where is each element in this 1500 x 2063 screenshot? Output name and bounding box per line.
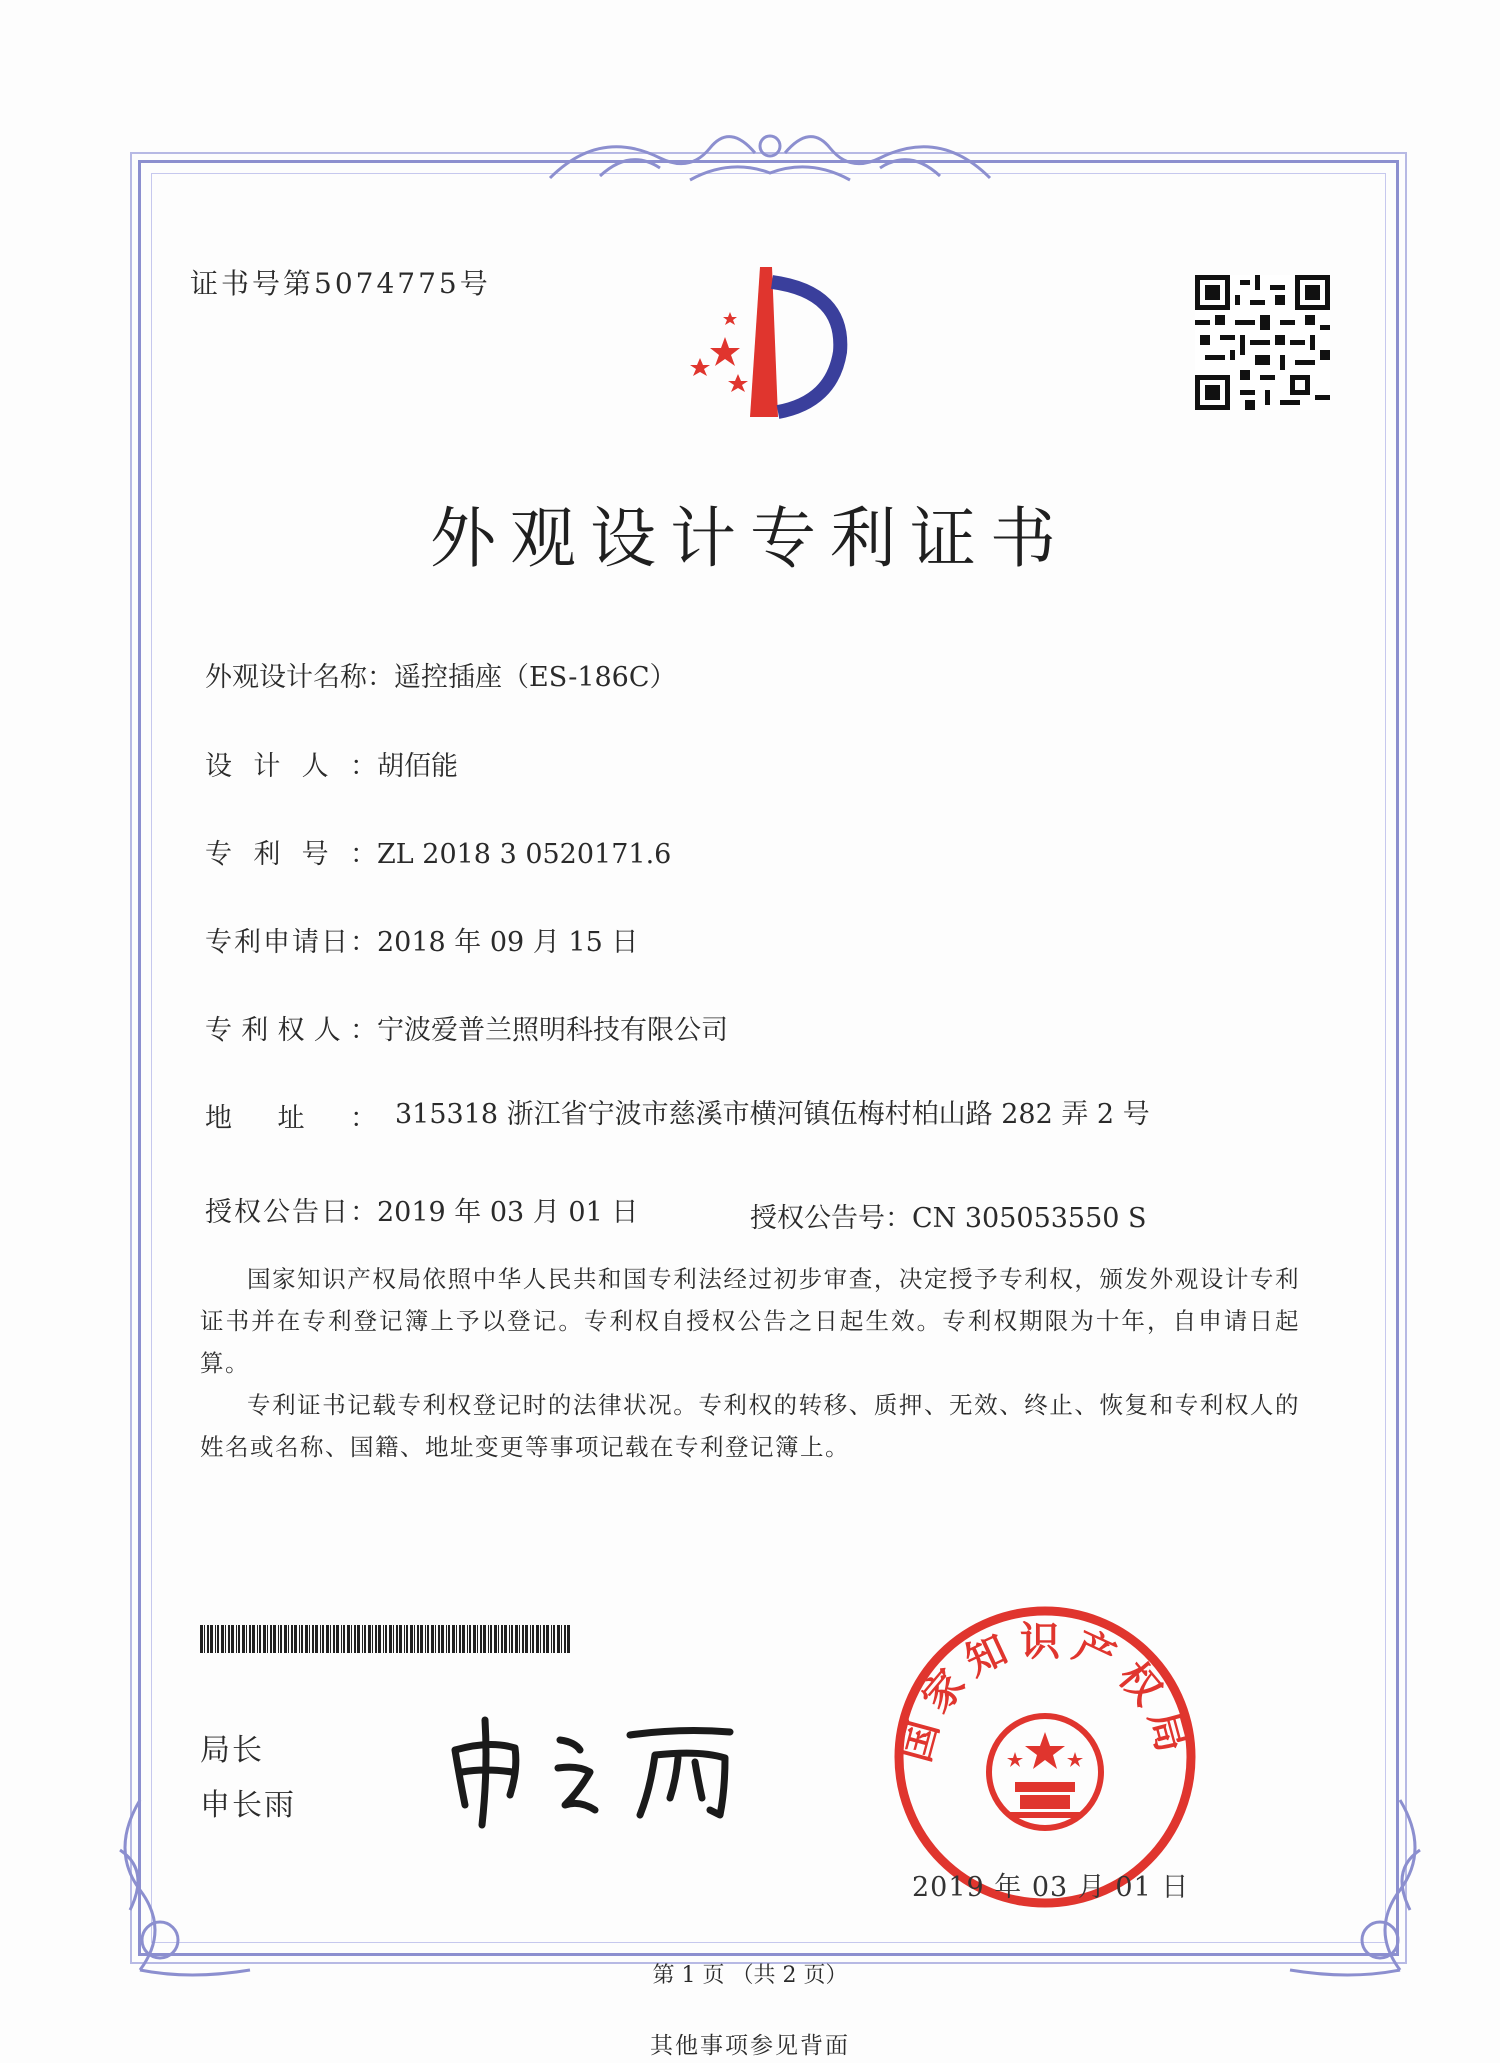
design-name-value: 遥控插座（ES-186C） <box>394 662 677 693</box>
grant-date-label: 授权公告日： <box>205 1197 377 1228</box>
body-paragraph-1: 国家知识产权局依照中华人民共和国专利法经过初步审查，决定授予专利权，颁发外观设计专利证书并在专利登记簿上予以登记。专利权自授权公告之日起生效。专利权期限为十年，自申请日起算。 <box>200 1265 1300 1377</box>
address-row <box>205 1096 377 1135</box>
certificate-title: 外观设计专利证书 <box>430 500 1070 577</box>
barcode <box>200 1625 570 1653</box>
designer-row <box>205 744 458 783</box>
address-value: 315318 浙江省宁波市慈溪市横河镇伍梅村柏山路 282 弄 2 号 <box>395 1099 1150 1130</box>
patentee-row <box>205 1008 728 1047</box>
patentee-label: 专利权人： <box>205 1015 377 1046</box>
director-title: 局长 <box>200 1733 264 1768</box>
certificate-number: 证书号第5074775号 <box>190 267 491 300</box>
page-number: 第 1 页 （共 2 页） <box>652 1963 848 1988</box>
design-name-row <box>205 655 677 694</box>
back-note: 其他事项参见背面 <box>650 2033 850 2059</box>
design-name-label: 外观设计名称： <box>205 662 394 693</box>
patent-number-value: ZL 2018 3 0520171.6 <box>377 839 672 870</box>
grant-number-row <box>750 1196 1147 1235</box>
designer-label: 设计人： <box>205 751 377 782</box>
qr-code <box>1195 275 1330 410</box>
grant-date-value: 2019 年 03 月 01 日 <box>377 1197 639 1228</box>
certificate-inner-border <box>151 173 1386 1943</box>
grant-number-value: CN 305053550 S <box>912 1203 1147 1234</box>
body-paragraph-2: 专利证书记载专利权登记时的法律状况。专利权的转移、质押、无效、终止、恢复和专利权人的姓名或名称、国籍、地址变更等事项记载在专利登记簿上。 <box>200 1391 1300 1461</box>
designer-value: 胡佰能 <box>377 751 458 782</box>
top-ornament <box>540 118 1000 188</box>
grant-date-row <box>205 1190 638 1229</box>
director-signature <box>440 1710 750 1830</box>
filing-date-label: 专利申请日： <box>205 927 377 958</box>
director-name: 申长雨 <box>200 1788 296 1823</box>
cnipa-logo <box>660 262 865 432</box>
address-label: 地址： <box>205 1103 377 1134</box>
filing-date-row <box>205 920 638 959</box>
patent-number-label: 专利号： <box>205 839 377 870</box>
filing-date-value: 2018 年 09 月 15 日 <box>377 927 639 958</box>
patentee-value: 宁波爱普兰照明科技有限公司 <box>377 1015 728 1046</box>
grant-number-label: 授权公告号： <box>750 1203 912 1234</box>
seal-text: 国家知识产权局 <box>892 1619 1198 1767</box>
seal-date: 2019 年 03 月 01 日 <box>912 1872 1190 1903</box>
patent-number-row <box>205 832 671 871</box>
